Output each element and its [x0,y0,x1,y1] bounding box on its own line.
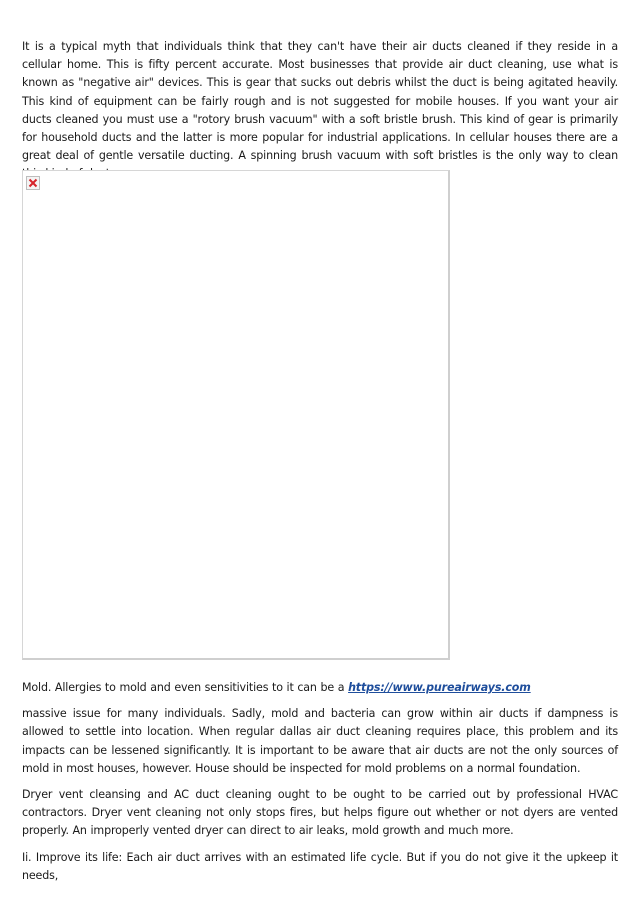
pureairways-link[interactable]: https://www.pureairways.com [348,681,531,694]
mold-intro-text: Mold. Allergies to mold and even sensitivities to it can be a [22,681,349,694]
article-body-top [22,38,618,184]
broken-image-placeholder [22,170,450,660]
broken-image-icon [26,176,40,190]
article-body-bottom [22,679,618,893]
paragraph-mold-issue: massive issue for many individuals. Sadly, mold and bacteria can grow within air ducts if dampness is allowed to settle into location. When regular dallas air duct cleaning requires place, this problem and its impacts can be lessened significantly. It is important to be aware that air ducts are not the only sources of mold in most houses, however. House should be inspected for mold problems on a normal foundation. [22,707,618,775]
paragraph-mobile-homes: It is a typical myth that individuals think that they can't have their air ducts cleaned if they reside in a cellular home. This is fifty percent accurate. Most businesses that provide air duct cleaning, use what is known as "negative air" devices. This is gear that sucks out debris whilst the duct is being agitated heavily. This kind of equipment can be fairly rough and is not suggested for mobile houses. If you want your air ducts cleaned you must use a "rotory brush vacuum" with a soft bristle brush. This kind of gear is primarily for household ducts and the latter is more popular for industrial applications. In cellular houses there are a great deal of gentle versatile ducting. A spinning brush vacuum with soft bristles is the only way to clean [22,40,618,163]
paragraph-improve-life: Ii. Improve its life: Each air duct arrives with an estimated life cycle. But if you do not give it the upkeep it needs, [22,850,618,882]
paragraph-dryer-vent: Dryer vent cleansing and AC duct cleaning ought to be ought to be carried out by professional HVAC contractors. Dryer vent cleaning not only stops fires, but helps figure out whether or not dyers are vented properly. An improperly vented dryer can direct to air leaks, mold growth and much more. [22,788,618,838]
paragraph-mold-intro [22,679,618,697]
